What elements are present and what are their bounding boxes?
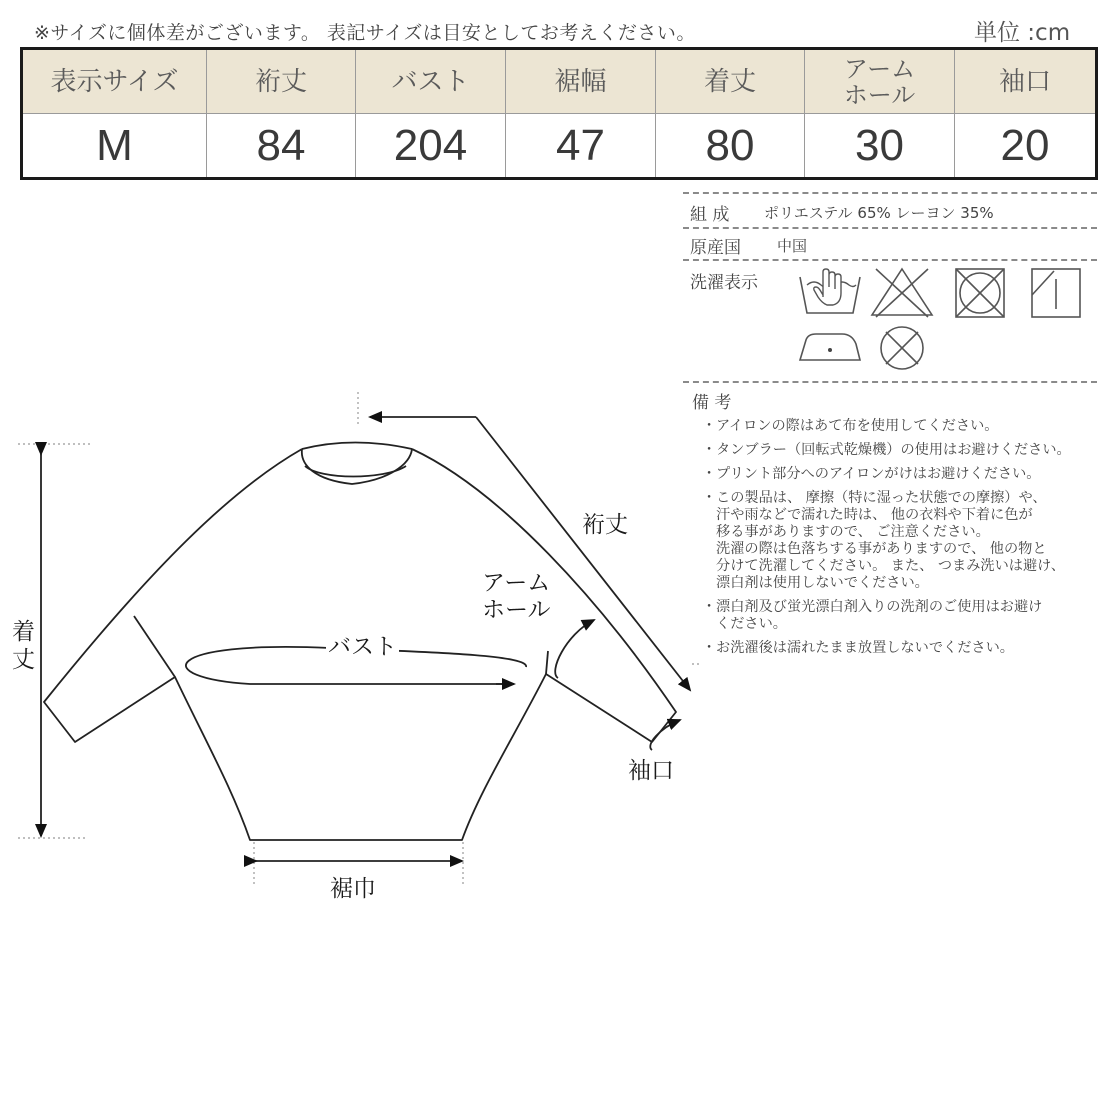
header-cell-display-size: 表示サイズ [22,49,207,114]
value-cell-size: M [22,114,207,179]
composition-label: 組 成 [690,205,730,225]
divider [683,227,1097,229]
remark-item: ・ タンブラー（回転式乾燥機）の使用はお避けください。 [706,442,1111,459]
iron-low-icon [796,326,864,366]
header-cell-armhole: アーム ホール [805,49,955,114]
header-cell-cuff: 袖口 [955,49,1097,114]
sleeve-length-label: 裄丈 [582,512,628,538]
care-label: 洗濯表示 [690,273,758,293]
divider [683,192,1097,194]
divider [683,381,1097,383]
origin-value: 中国 [777,237,808,255]
armhole-label: アーム ホール [482,570,551,623]
bust-label: バスト [328,634,397,660]
divider [683,259,1097,261]
composition-value: ポリエステル 65% レーヨン 35% [764,204,994,222]
remark-item: ・ 漂白剤及び蛍光漂白剤入りの洗剤のご使用はお避け ください。 [706,599,1111,633]
unit-label: 単位 :cm [974,20,1071,46]
remark-item: ・ お洗濯後は濡れたまま放置しないでください。 [706,640,1111,657]
value-cell-length: 80 [656,114,805,179]
no-tumble-dry-icon [952,265,1008,321]
remark-item: ・ アイロンの際はあて布を使用してください。 [706,418,1111,435]
length-label: 着 丈 [12,619,35,673]
header-cell-hem-width: 裾幅 [506,49,656,114]
size-notice: ※サイズに個体差がございます。 表記サイズは目安としてお考えください。 [34,22,696,44]
hem-label: 裾巾 [330,876,376,902]
header-cell-length: 着丈 [656,49,805,114]
value-cell-bust: 204 [356,114,506,179]
origin-label: 原産国 [690,238,741,258]
remarks-list [706,418,1111,664]
remark-item: ・ プリント部分へのアイロンがけはお避けください。 [706,466,1111,483]
header-cell-bust: バスト [356,49,506,114]
value-cell-cuff: 20 [955,114,1097,179]
line-dry-shade-icon [1028,265,1084,321]
no-dry-clean-icon [876,322,928,374]
value-cell-armhole: 30 [805,114,955,179]
remarks-label: 備 考 [692,393,732,413]
value-cell-hem-width: 47 [506,114,656,179]
cuff-label: 袖口 [628,758,674,784]
value-cell-sleeve-length: 84 [207,114,356,179]
hand-wash-icon [798,263,862,319]
header-cell-sleeve-length: 裄丈 [207,49,356,114]
no-bleach-icon [868,265,936,319]
remark-item: ・ この製品は、 摩擦（特に湿った状態での摩擦）や、 汗や雨などで濡れた時は、 他の衣料や下着に色が 移る事がありますので、 ご注意ください。 洗濯の際は色落ちする事がありますので、 他の物と 分けて洗濯してください。 また、 つまみ洗いは避け、 漂白剤は使用しないでください。 [706,490,1111,592]
